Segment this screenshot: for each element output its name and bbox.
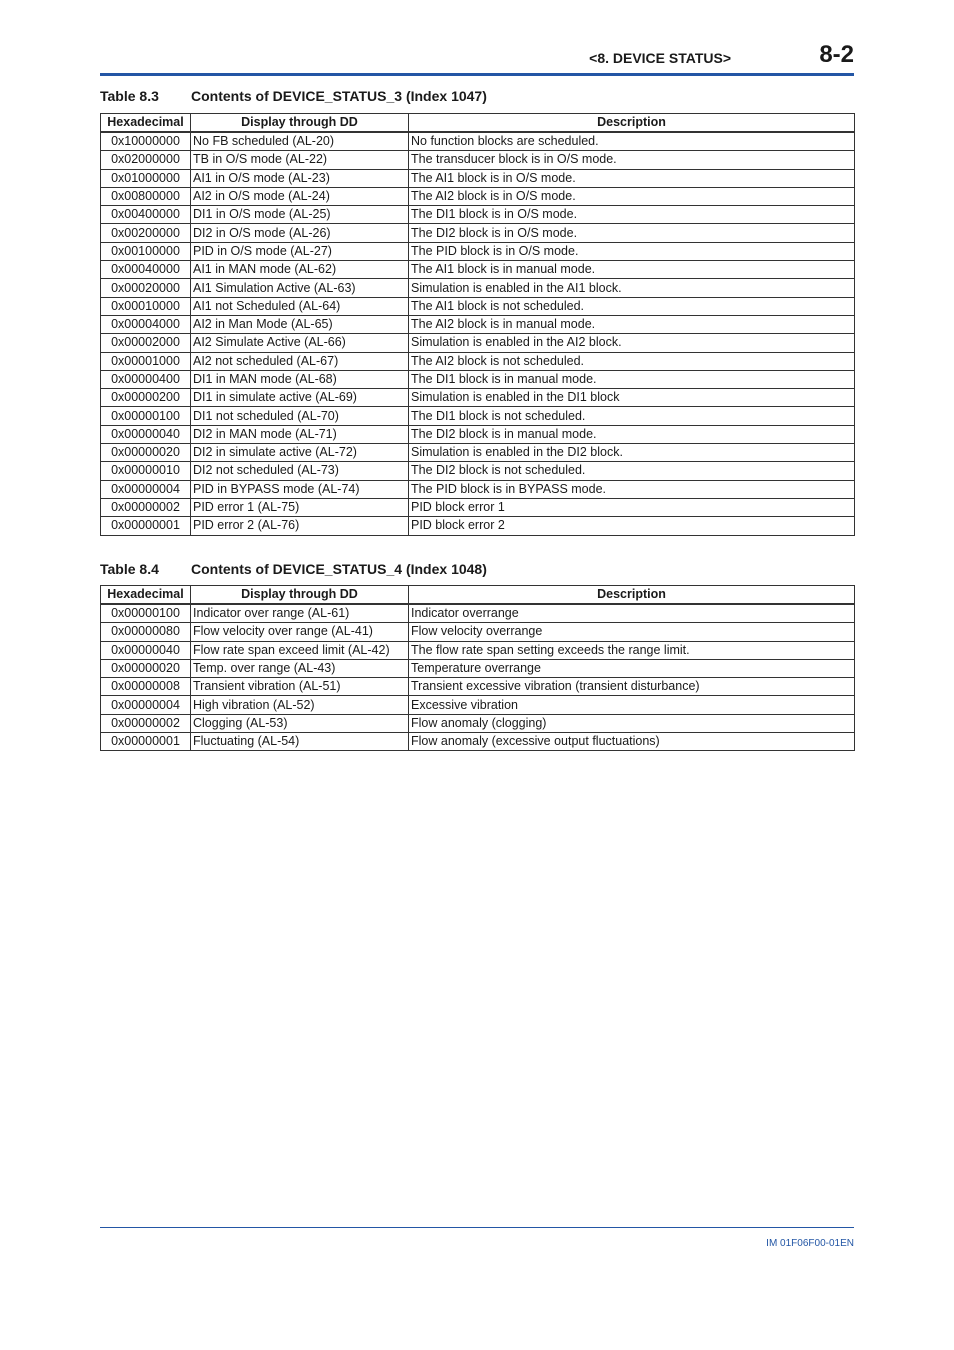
hex-cell: 0x00000001 [101,517,191,535]
table-row [101,389,855,407]
description-cell: The AI2 block is not scheduled. [409,352,855,370]
display-cell: PID error 2 (AL-76) [191,517,409,535]
display-cell: AI2 Simulate Active (AL-66) [191,334,409,352]
description-cell: The flow rate span setting exceeds the range limit. [409,641,855,659]
header-rule [100,73,854,76]
table-header-row [101,586,855,605]
display-cell: AI1 not Scheduled (AL-64) [191,297,409,315]
description-cell: Simulation is enabled in the AI1 block. [409,279,855,297]
hex-cell: 0x00400000 [101,206,191,224]
table-row [101,206,855,224]
display-cell: DI2 in simulate active (AL-72) [191,444,409,462]
description-cell: Flow anomaly (excessive output fluctuations) [409,733,855,751]
display-cell: Indicator over range (AL-61) [191,604,409,623]
table-row [101,352,855,370]
display-cell: AI2 not scheduled (AL-67) [191,352,409,370]
display-cell: DI1 in simulate active (AL-69) [191,389,409,407]
hex-cell: 0x10000000 [101,132,191,151]
hex-cell: 0x00100000 [101,242,191,260]
hex-cell: 0x00000020 [101,444,191,462]
display-cell: PID in O/S mode (AL-27) [191,242,409,260]
hex-cell: 0x00000040 [101,425,191,443]
device-status-3-table [100,113,855,536]
hex-cell: 0x00000080 [101,623,191,641]
table-row [101,261,855,279]
column-header-hexadecimal: Hexadecimal [101,114,191,133]
table-row [101,641,855,659]
display-cell: Flow rate span exceed limit (AL-42) [191,641,409,659]
description-cell: PID block error 2 [409,517,855,535]
table-row [101,498,855,516]
table-row [101,151,855,169]
description-cell: Flow anomaly (clogging) [409,714,855,732]
description-cell: The transducer block is in O/S mode. [409,151,855,169]
table-row [101,604,855,623]
display-cell: Fluctuating (AL-54) [191,733,409,751]
page-header [100,40,854,74]
display-cell: DI1 in O/S mode (AL-25) [191,206,409,224]
display-cell: AI1 in O/S mode (AL-23) [191,169,409,187]
hex-cell: 0x00000100 [101,604,191,623]
column-header-description: Description [409,114,855,133]
section-title: <8. DEVICE STATUS> [589,50,731,66]
display-cell: DI2 in O/S mode (AL-26) [191,224,409,242]
display-cell: No FB scheduled (AL-20) [191,132,409,151]
description-cell: Simulation is enabled in the DI1 block [409,389,855,407]
display-cell: Temp. over range (AL-43) [191,659,409,677]
hex-cell: 0x00000008 [101,678,191,696]
description-cell: Transient excessive vibration (transient disturbance) [409,678,855,696]
hex-cell: 0x00000001 [101,733,191,751]
hex-cell: 0x01000000 [101,169,191,187]
table-row [101,623,855,641]
description-cell: The DI2 block is not scheduled. [409,462,855,480]
description-cell: The AI2 block is in manual mode. [409,315,855,333]
description-cell: No function blocks are scheduled. [409,132,855,151]
table-row [101,517,855,535]
display-cell: AI2 in Man Mode (AL-65) [191,315,409,333]
description-cell: Flow velocity overrange [409,623,855,641]
table-header-row [101,114,855,133]
hex-cell: 0x00000010 [101,462,191,480]
hex-cell: 0x00000004 [101,480,191,498]
table-row [101,187,855,205]
table-row [101,407,855,425]
footer-rule [100,1227,854,1228]
table-number: Table 8.4 [100,561,159,577]
description-cell: The AI1 block is in O/S mode. [409,169,855,187]
description-cell: The DI2 block is in manual mode. [409,425,855,443]
table-row [101,733,855,751]
table-8-3-caption [100,88,487,104]
hex-cell: 0x00200000 [101,224,191,242]
display-cell: AI1 in MAN mode (AL-62) [191,261,409,279]
display-cell: PID error 1 (AL-75) [191,498,409,516]
display-cell: Flow velocity over range (AL-41) [191,623,409,641]
hex-cell: 0x00002000 [101,334,191,352]
hex-cell: 0x00000002 [101,714,191,732]
table-row [101,659,855,677]
hex-cell: 0x00001000 [101,352,191,370]
display-cell: Transient vibration (AL-51) [191,678,409,696]
description-cell: The PID block is in BYPASS mode. [409,480,855,498]
description-cell: PID block error 1 [409,498,855,516]
hex-cell: 0x00000200 [101,389,191,407]
description-cell: The DI1 block is in manual mode. [409,370,855,388]
table-row [101,678,855,696]
table-row [101,224,855,242]
description-cell: Temperature overrange [409,659,855,677]
display-cell: Clogging (AL-53) [191,714,409,732]
display-cell: AI2 in O/S mode (AL-24) [191,187,409,205]
table-row [101,696,855,714]
table-row [101,480,855,498]
table-row [101,279,855,297]
display-cell: DI2 not scheduled (AL-73) [191,462,409,480]
display-cell: PID in BYPASS mode (AL-74) [191,480,409,498]
table-row [101,242,855,260]
description-cell: Simulation is enabled in the DI2 block. [409,444,855,462]
table-row [101,714,855,732]
description-cell: The DI1 block is not scheduled. [409,407,855,425]
table-row [101,297,855,315]
table-8-4-caption [100,561,487,577]
hex-cell: 0x02000000 [101,151,191,169]
hex-cell: 0x00020000 [101,279,191,297]
column-header-display: Display through DD [191,586,409,605]
display-cell: DI1 not scheduled (AL-70) [191,407,409,425]
hex-cell: 0x00040000 [101,261,191,279]
device-status-4-table [100,585,855,751]
hex-cell: 0x00000004 [101,696,191,714]
description-cell: The AI1 block is in manual mode. [409,261,855,279]
page-number: 8-2 [819,41,854,68]
column-header-hexadecimal: Hexadecimal [101,586,191,605]
table-number: Table 8.3 [100,88,159,104]
table-row [101,132,855,151]
hex-cell: 0x00000002 [101,498,191,516]
display-cell: DI1 in MAN mode (AL-68) [191,370,409,388]
description-cell: Simulation is enabled in the AI2 block. [409,334,855,352]
display-cell: AI1 Simulation Active (AL-63) [191,279,409,297]
description-cell: Excessive vibration [409,696,855,714]
description-cell: The DI1 block is in O/S mode. [409,206,855,224]
description-cell: The PID block is in O/S mode. [409,242,855,260]
table-title: Contents of DEVICE_STATUS_4 (Index 1048) [191,561,487,577]
hex-cell: 0x00800000 [101,187,191,205]
table-row [101,334,855,352]
document-id: IM 01F06F00-01EN [766,1238,854,1249]
hex-cell: 0x00004000 [101,315,191,333]
hex-cell: 0x00000100 [101,407,191,425]
hex-cell: 0x00000040 [101,641,191,659]
hex-cell: 0x00000400 [101,370,191,388]
table-row [101,169,855,187]
column-header-description: Description [409,586,855,605]
table-row [101,370,855,388]
table-row [101,315,855,333]
table-row [101,462,855,480]
display-cell: TB in O/S mode (AL-22) [191,151,409,169]
hex-cell: 0x00000020 [101,659,191,677]
table-row [101,425,855,443]
display-cell: High vibration (AL-52) [191,696,409,714]
table-title: Contents of DEVICE_STATUS_3 (Index 1047) [191,88,487,104]
description-cell: Indicator overrange [409,604,855,623]
description-cell: The AI1 block is not scheduled. [409,297,855,315]
description-cell: The DI2 block is in O/S mode. [409,224,855,242]
column-header-display: Display through DD [191,114,409,133]
description-cell: The AI2 block is in O/S mode. [409,187,855,205]
display-cell: DI2 in MAN mode (AL-71) [191,425,409,443]
table-row [101,444,855,462]
hex-cell: 0x00010000 [101,297,191,315]
